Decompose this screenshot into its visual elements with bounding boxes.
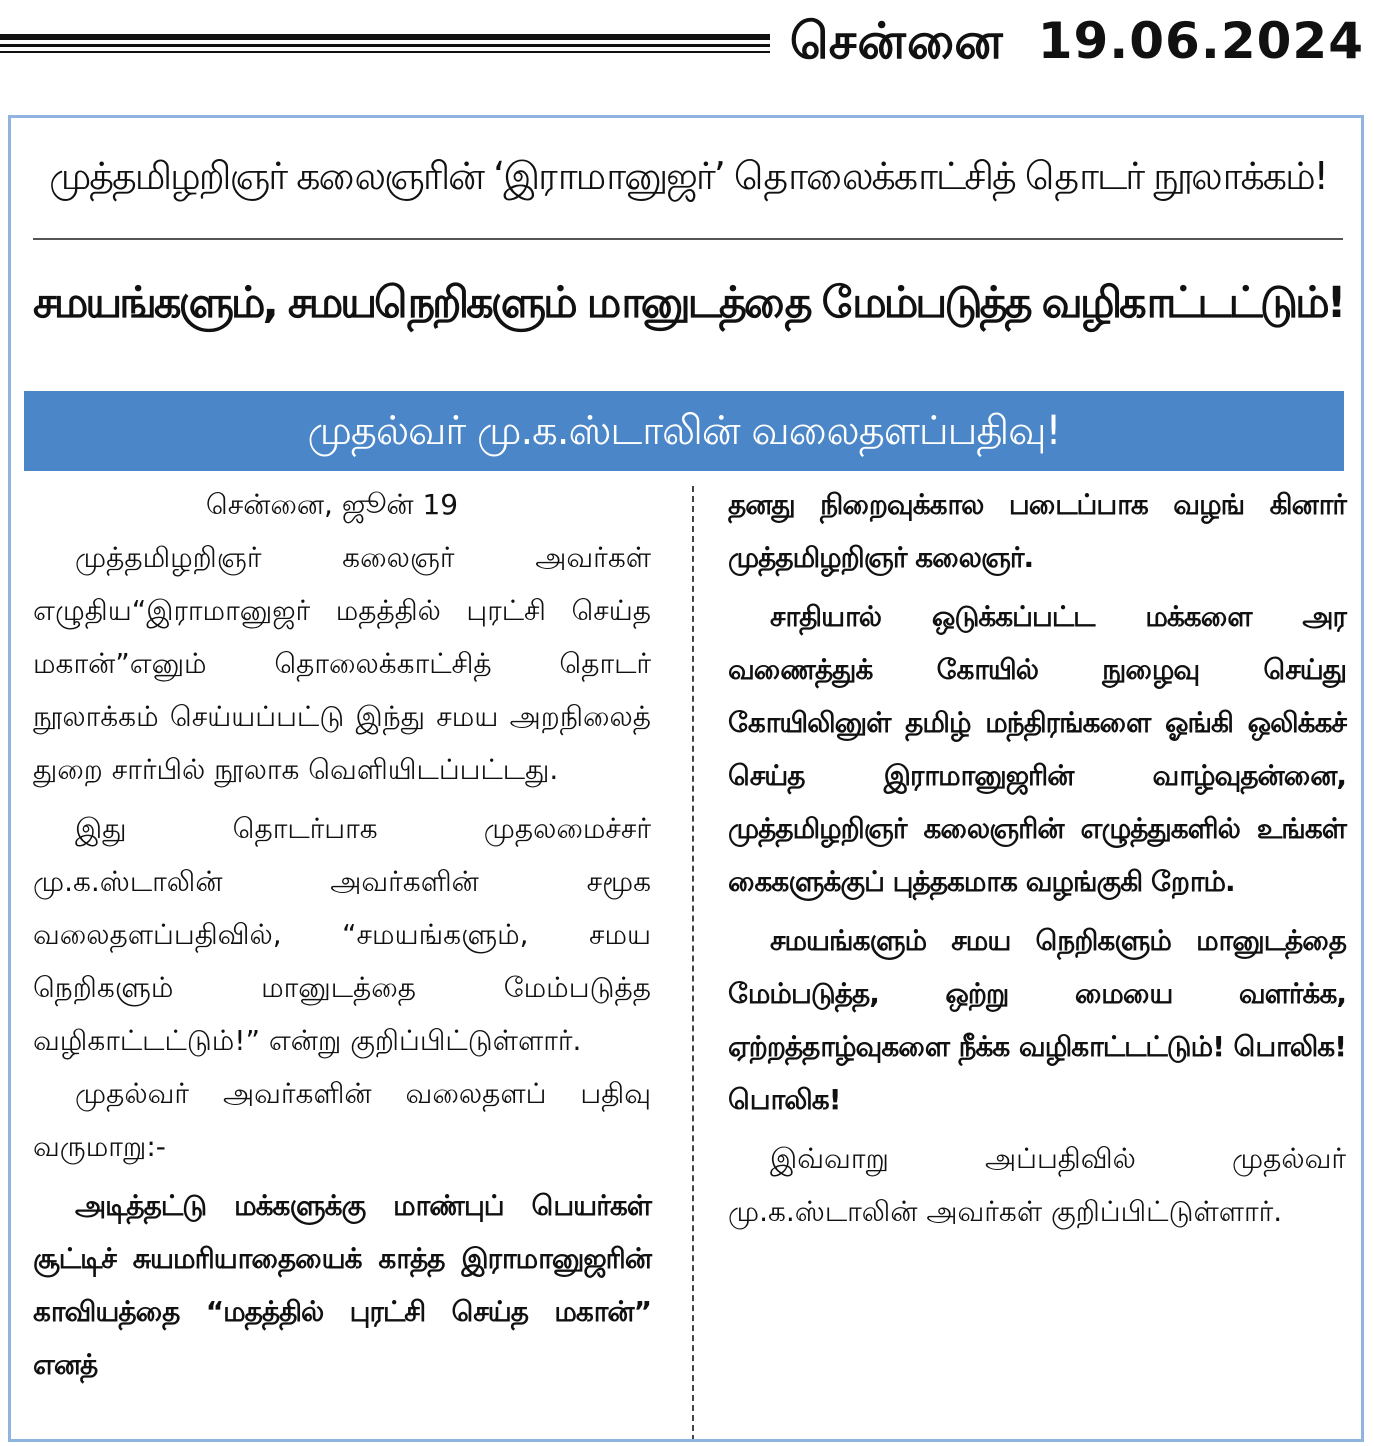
news-article <box>8 115 1364 1442</box>
masthead-city: சென்னை <box>789 12 1004 70</box>
left-column <box>33 478 651 1391</box>
column-divider <box>692 486 694 1441</box>
article-kicker: முத்தமிழறிஞர் கலைஞரின் ‘இராமானுஜர்’ தொலைக்காட்சித் தொடர் நூலாக்கம்! <box>49 154 1327 198</box>
right-column <box>728 478 1346 1238</box>
quote-paragraph: தனது நிறைவுக்கால படைப்பாக வழங் கினார் முத்தமிழறிஞர் கலைஞர். <box>728 488 1346 574</box>
body-paragraph: இவ்வாறு அப்பதிவில் முதல்வர் மு.க.ஸ்டாலின் அவர்கள் குறிப்பிட்டுள்ளார். <box>728 1142 1346 1228</box>
article-dateline: சென்னை, ஜூன் 19 <box>205 488 459 521</box>
masthead-date: 19.06.2024 <box>1037 12 1364 70</box>
article-banner: முதல்வர் மு.க.ஸ்டாலின் வலைதளப்பதிவு! <box>24 391 1344 471</box>
masthead-rules <box>0 34 770 57</box>
kicker-divider <box>33 238 1343 240</box>
masthead-dateline <box>790 6 1364 76</box>
quote-paragraph: சாதியால் ஒடுக்கப்பட்ட மக்களை அர வணைத்துக் கோயில் நுழைவு செய்து கோயிலினுள் தமிழ் மந்திரங்களை ஓங்கி ஒலிக்கச் செய்த இராமானுஜரின் வாழ்வுதன்னை, முத்தமிழறிஞர் கலைஞரின் எழுத்துகளில் உங்கள் கைகளுக்குப் புத்தகமாக வழங்குகி றோம். <box>728 600 1346 898</box>
quote-paragraph: அடித்தட்டு மக்களுக்கு மாண்புப் பெயர்கள் சூட்டிச் சுயமரியாதையைக் காத்த இராமானுஜரின் காவியத்தை “மதத்தில் புரட்சி செய்த மகான்” எனத் <box>33 1189 651 1381</box>
body-paragraph: முத்தமிழறிஞர் கலைஞர் அவர்கள் எழுதிய“இராமானுஜர் மதத்தில் புரட்சி செய்த மகான்”எனும் தொலைக்காட்சித் தொடர் நூலாக்கம் செய்யப்பட்டு இந்து சமய அறநிலைத் துறை சார்பில் நூலாக வெளியிடப்பட்டது. <box>33 541 651 786</box>
masthead <box>0 0 1374 90</box>
body-paragraph: முதல்வர் அவர்களின் வலைதளப் பதிவு வருமாறு:- <box>33 1077 651 1163</box>
article-headline: சமயங்களும், சமயநெறிகளும் மானுடத்தை மேம்படுத்த வழிகாட்டட்டும்! <box>33 278 1344 328</box>
body-paragraph: இது தொடர்பாக முதலமைச்சர் மு.க.ஸ்டாலின் அவர்களின் சமூக வலைதளப்பதிவில், “சமயங்களும், சமய நெறிகளும் மானுடத்தை மேம்படுத்த வழிகாட்டட்டும்!” என்று குறிப்பிட்டுள்ளார். <box>33 812 651 1057</box>
quote-paragraph: சமயங்களும் சமய நெறிகளும் மானுடத்தை மேம்படுத்த, ஒற்று மையை வளர்க்க, ஏற்றத்தாழ்வுகளை நீக்க வழிகாட்டட்டும்! பொலிக! பொலிக! <box>728 924 1346 1116</box>
